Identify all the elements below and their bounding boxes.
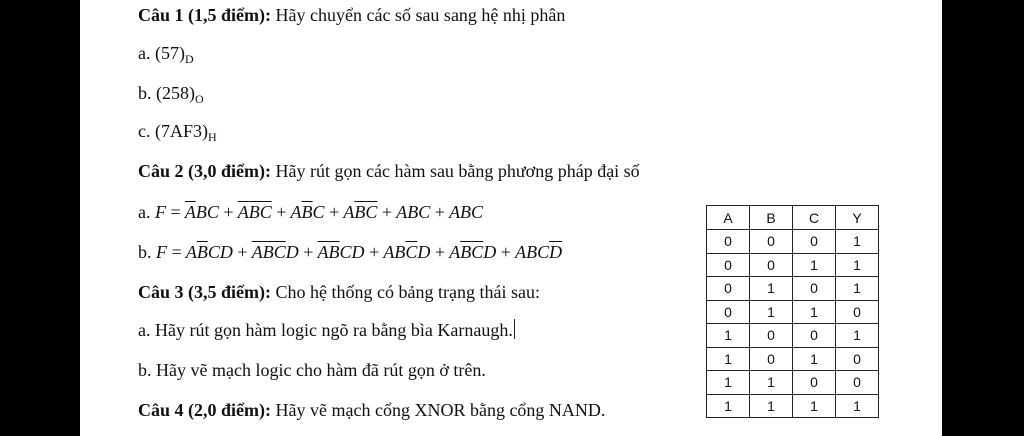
table-cell: 0 <box>836 347 879 371</box>
question-3a-text: a. Hãy rút gọn hàm logic ngõ ra bằng bìa Karnaugh. <box>138 320 513 340</box>
question-2b-label: b. <box>138 242 156 262</box>
table-cell: 1 <box>707 347 750 371</box>
document-page <box>80 0 942 436</box>
question-2b-formula: $F = A\overline{B}CD + \overline{A}\overline{B}\overline{C}D + \overline{A}\overline{B}CD + AB\overline{C}D + A\overline{B}\overline{C}D + ABC\overline{D}$ <box>156 242 563 262</box>
table-cell: 1 <box>750 371 793 395</box>
table-cell: 0 <box>836 300 879 324</box>
question-1b <box>138 82 204 110</box>
question-1a-label: a. (57) <box>138 43 185 63</box>
table-cell: 0 <box>750 324 793 348</box>
table-cell: 0 <box>793 230 836 254</box>
question-1c <box>138 120 217 148</box>
table-cell: 1 <box>793 253 836 277</box>
header-a: A <box>707 206 750 230</box>
question-1b-label: b. (258) <box>138 83 195 103</box>
question-1a <box>138 42 194 70</box>
table-cell: 1 <box>836 394 879 418</box>
question-4-heading: Câu 4 (2,0 điểm): <box>138 400 271 420</box>
table-cell: 1 <box>707 371 750 395</box>
question-2a-label: a. <box>138 202 155 222</box>
table-cell: 1 <box>836 324 879 348</box>
question-4-text: Hãy vẽ mạch cổng XNOR bằng cổng NAND. <box>271 400 606 420</box>
table-row <box>707 324 879 348</box>
question-2b <box>138 241 562 263</box>
question-2-heading: Câu 2 (3,0 điểm): <box>138 161 271 181</box>
question-2a <box>138 201 483 223</box>
question-3 <box>138 281 540 303</box>
table-cell: 1 <box>793 347 836 371</box>
table-cell: 1 <box>707 394 750 418</box>
question-2-text: Hãy rút gọn các hàm sau bằng phương pháp đại số <box>271 161 640 181</box>
header-c: C <box>793 206 836 230</box>
question-2a-formula: $F = \overline{A}BC + \overline{A}\overline{B}\overline{C} + A\overline{B}C + A\overline{B}\overline{C}$ + ABC + ABC <box>155 202 484 222</box>
table-cell: 0 <box>750 347 793 371</box>
table-cell: 0 <box>793 371 836 395</box>
question-1a-base: D <box>184 52 194 66</box>
table-cell: 0 <box>707 253 750 277</box>
table-row <box>707 347 879 371</box>
question-3-text: Cho hệ thống có bảng trạng thái sau: <box>271 282 540 302</box>
table-cell: 0 <box>750 230 793 254</box>
table-cell: 1 <box>750 394 793 418</box>
question-3a <box>138 319 515 341</box>
table-row <box>707 253 879 277</box>
table-row <box>707 371 879 395</box>
table-cell: 1 <box>750 277 793 301</box>
table-cell: 1 <box>836 277 879 301</box>
question-1c-base: H <box>208 130 217 144</box>
header-y: Y <box>836 206 879 230</box>
table-cell: 1 <box>793 300 836 324</box>
question-1-heading: Câu 1 (1,5 điểm): <box>138 5 271 25</box>
table-cell: 1 <box>707 324 750 348</box>
table-cell: 0 <box>750 253 793 277</box>
question-1 <box>138 4 565 26</box>
truth-table-header <box>707 206 879 230</box>
question-1c-label: c. (7AF3) <box>138 121 208 141</box>
table-cell: 1 <box>836 253 879 277</box>
question-1-text: Hãy chuyển các số sau sang hệ nhị phân <box>271 5 566 25</box>
question-1b-base: O <box>195 92 204 106</box>
question-4 <box>138 399 605 421</box>
text-cursor <box>514 319 515 339</box>
question-3b-text: b. Hãy vẽ mạch logic cho hàm đã rút gọn ở trên. <box>138 360 486 380</box>
table-cell: 1 <box>793 394 836 418</box>
table-cell: 0 <box>836 371 879 395</box>
truth-table <box>706 205 879 418</box>
table-cell: 1 <box>750 300 793 324</box>
table-cell: 0 <box>793 324 836 348</box>
table-row <box>707 277 879 301</box>
table-row <box>707 230 879 254</box>
table-cell: 0 <box>707 300 750 324</box>
table-cell: 1 <box>836 230 879 254</box>
question-3b <box>138 359 486 381</box>
table-row <box>707 300 879 324</box>
header-b: B <box>750 206 793 230</box>
table-cell: 0 <box>707 230 750 254</box>
table-cell: 0 <box>707 277 750 301</box>
question-3-heading: Câu 3 (3,5 điểm): <box>138 282 271 302</box>
question-2 <box>138 160 640 182</box>
table-row <box>707 394 879 418</box>
table-cell: 0 <box>793 277 836 301</box>
